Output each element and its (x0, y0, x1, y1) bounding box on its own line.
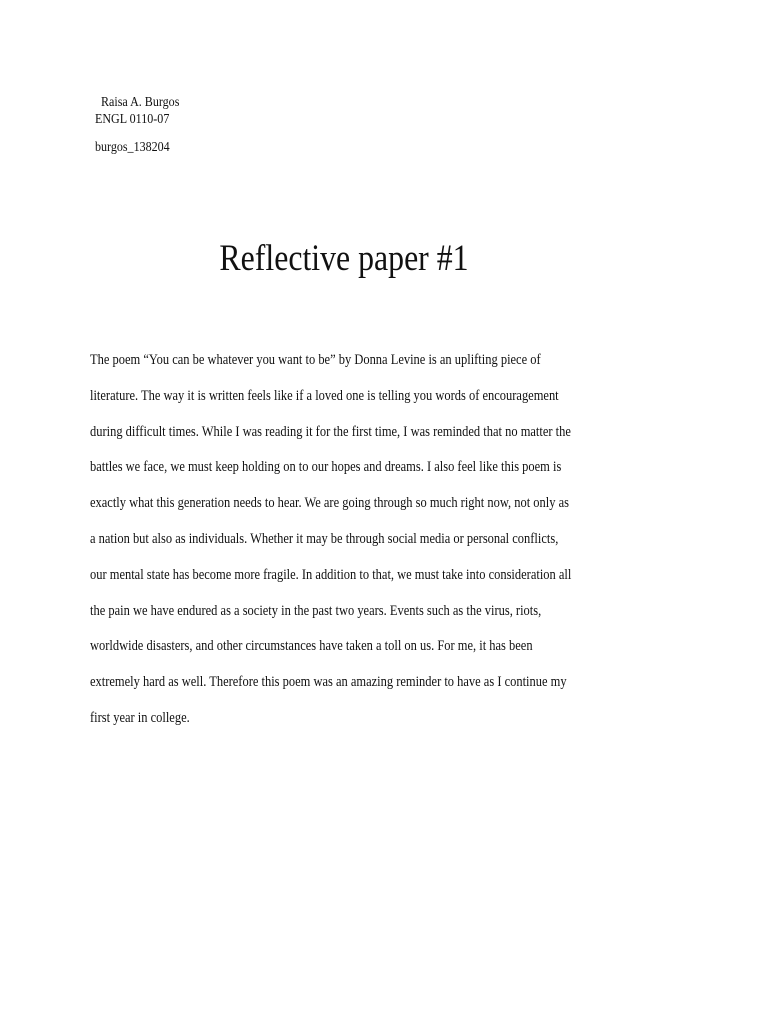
paragraph-line: worldwide disasters, and other circumstances have taken a toll on us. For me, it has been (90, 638, 533, 655)
author-name: Raisa A. Burgos (101, 95, 180, 110)
paragraph-line: a nation but also as individuals. Whether it may be through social media or personal conflicts, (90, 530, 559, 547)
paragraph-line: our mental state has become more fragile. In addition to that, we must take into consideration all (90, 566, 572, 583)
document-title: Reflective paper #1 (219, 238, 469, 279)
student-id: burgos_138204 (95, 140, 170, 155)
paragraph-line: the pain we have endured as a society in the past two years. Events such as the virus, riots, (90, 602, 542, 619)
paragraph-line: The poem “You can be whatever you want to be” by Donna Levine is an uplifting piece of (90, 352, 541, 368)
paragraph-line: battles we face, we must keep holding on to our hopes and dreams. I also feel like this poem is (90, 459, 562, 476)
paragraph-line: literature. The way it is written feels like if a loved one is telling you words of encouragement (90, 387, 559, 404)
paragraph-line: first year in college. (90, 709, 190, 726)
paragraph-line: exactly what this generation needs to hear. We are going through so much right now, not only as (90, 495, 569, 512)
paragraph-line: during difficult times. While I was reading it for the first time, I was reminded that no matter the (90, 423, 571, 440)
course-code: ENGL 0110-07 (95, 112, 170, 127)
body-paragraph (90, 352, 692, 746)
paragraph-line: extremely hard as well. Therefore this poem was an amazing reminder to have as I continue my (90, 674, 567, 691)
